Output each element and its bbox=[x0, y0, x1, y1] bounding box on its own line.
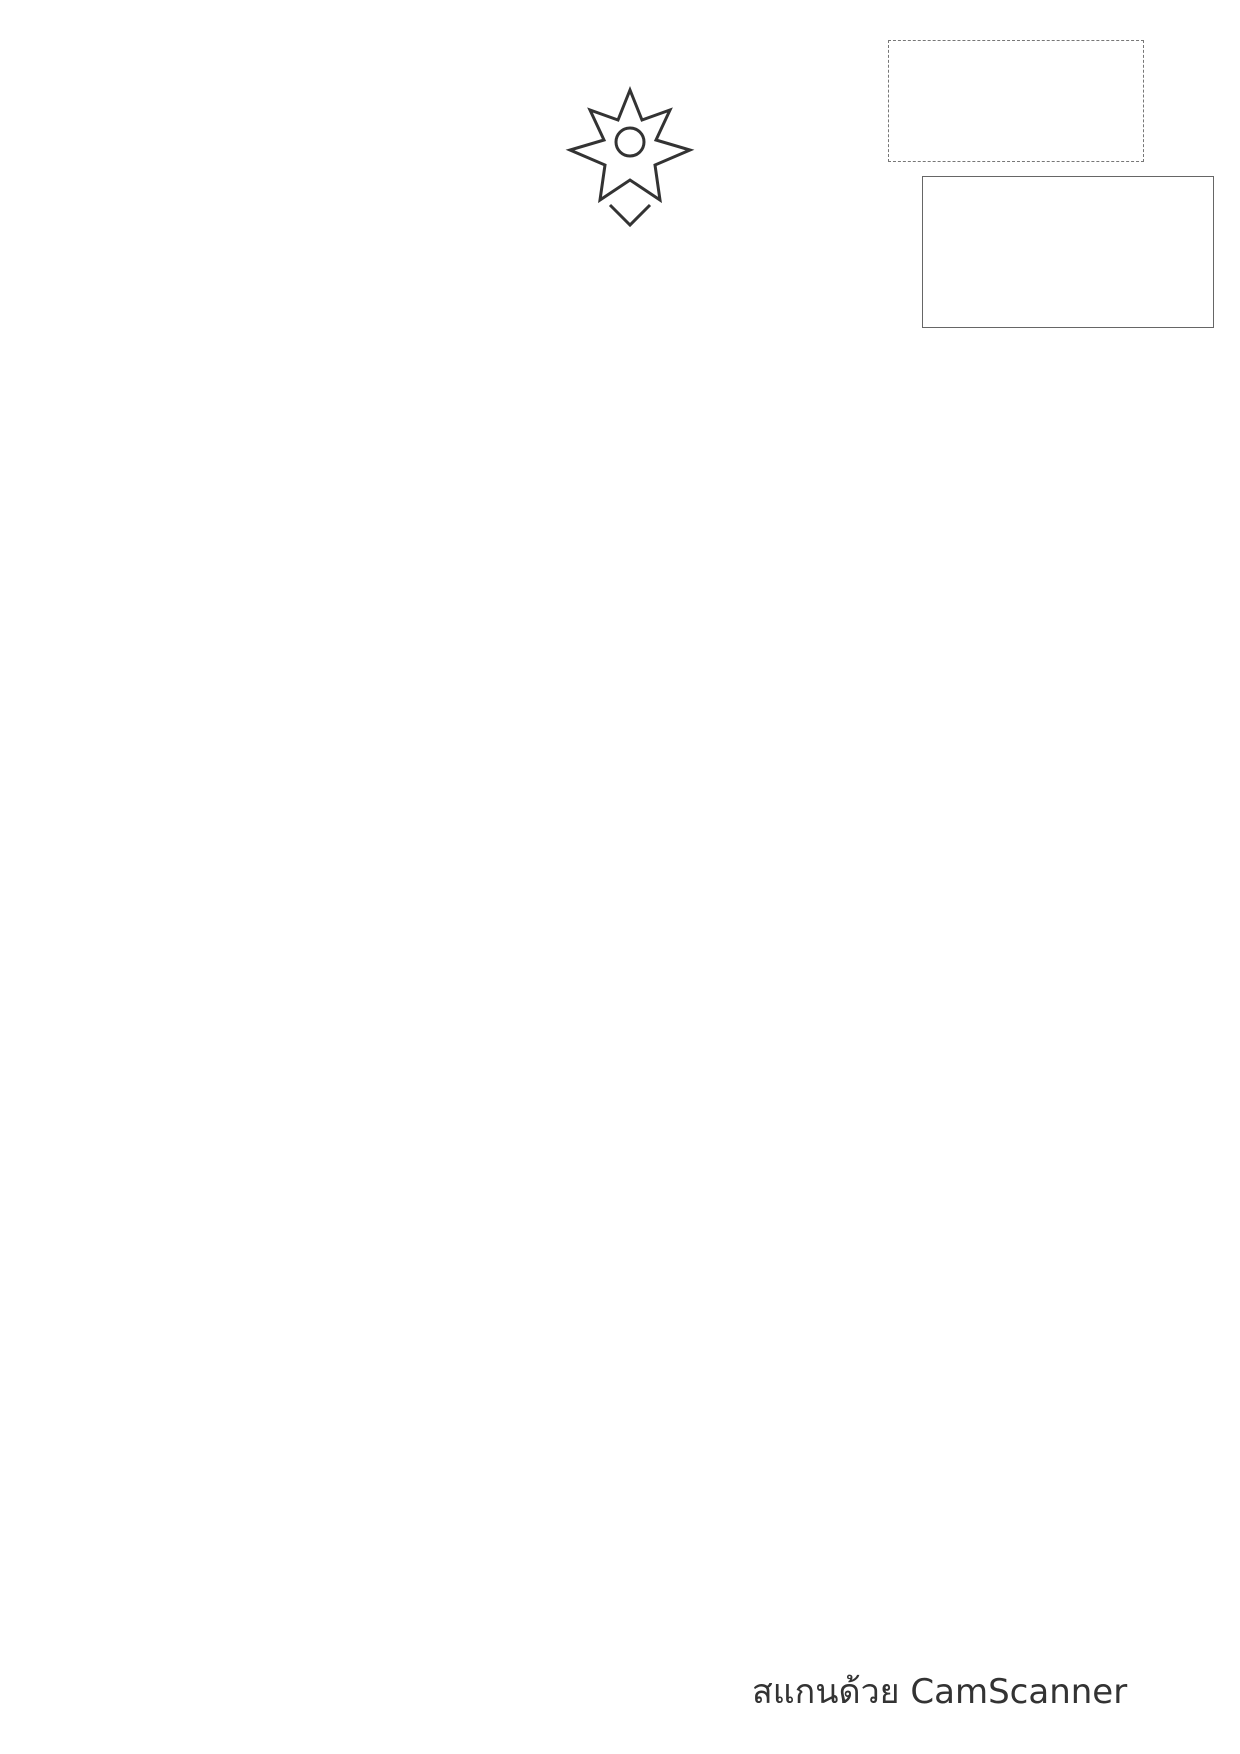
letter-body bbox=[216, 340, 1136, 1420]
receipt-stamp bbox=[888, 40, 1144, 162]
department-stamp bbox=[922, 176, 1214, 328]
garuda-emblem-icon bbox=[560, 80, 700, 230]
scanner-credit: สแกนด้วย CamScanner bbox=[752, 1672, 1128, 1712]
